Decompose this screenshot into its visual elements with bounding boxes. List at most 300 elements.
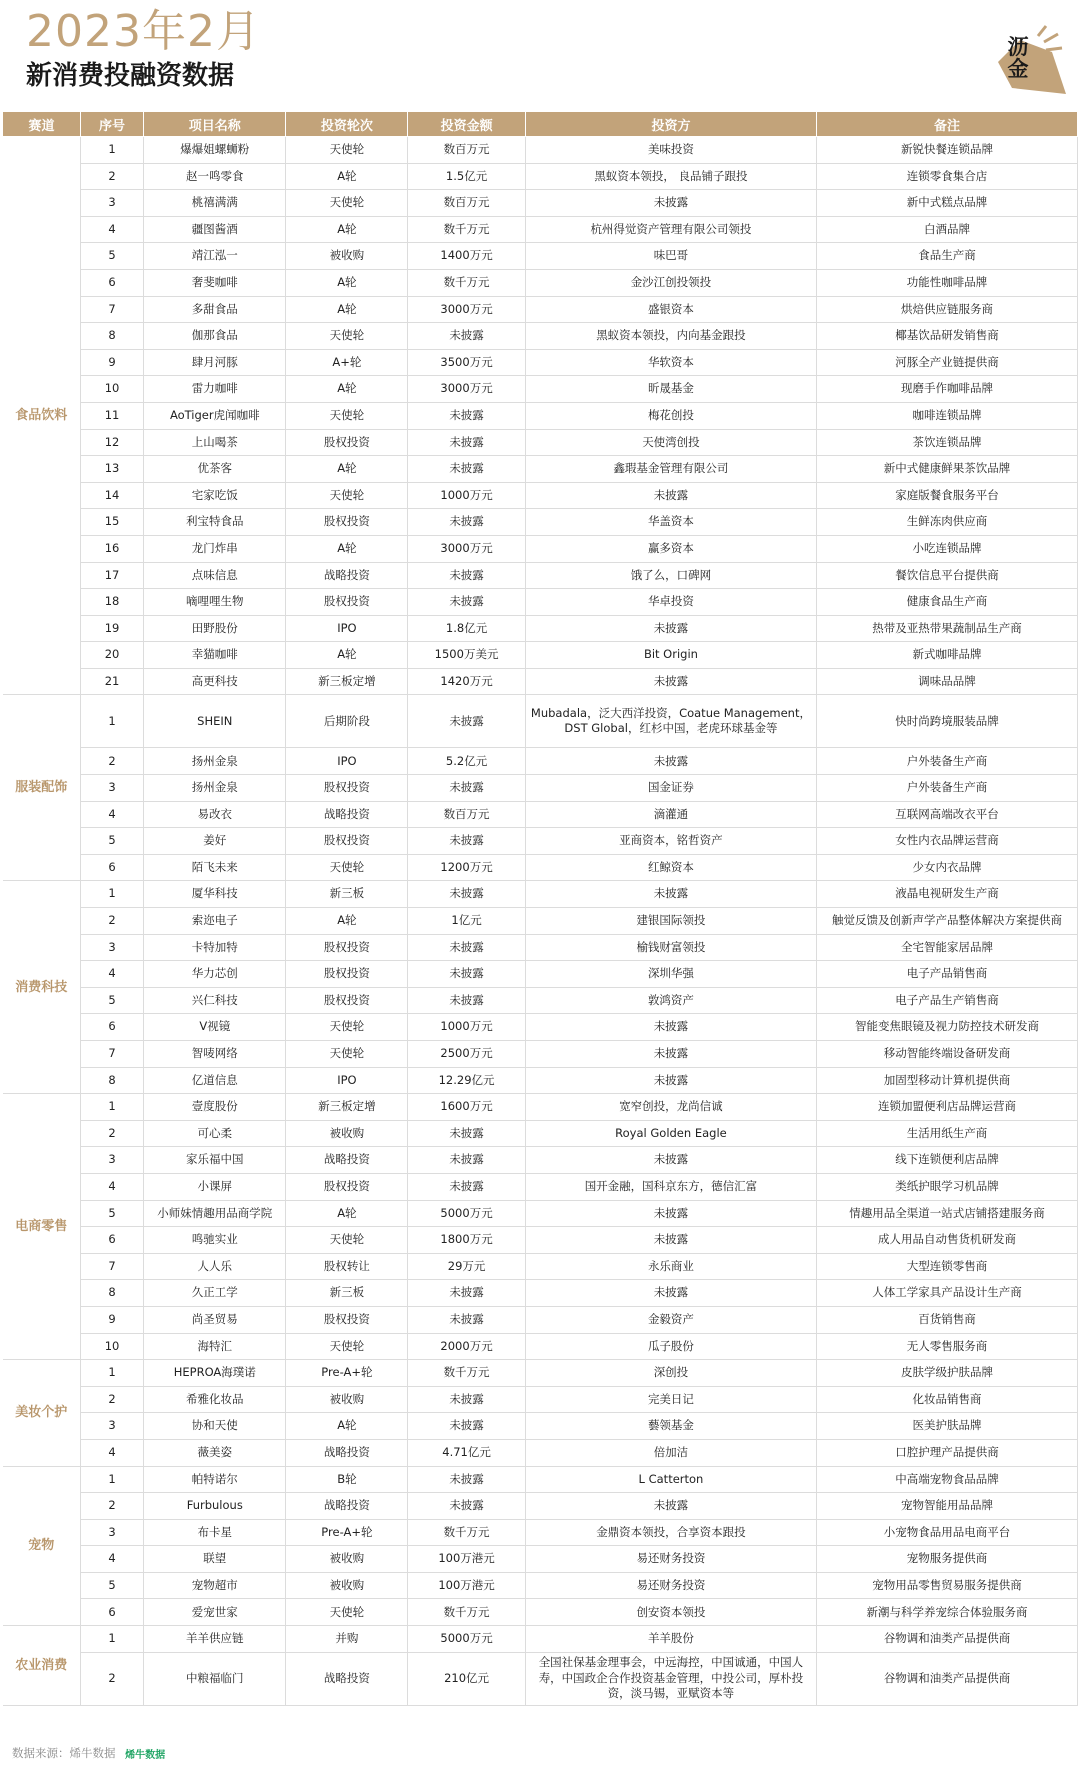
investment-round: 股权投资 [286,934,408,961]
investors: 倍加洁 [525,1439,816,1466]
project-name: 中粮福临门 [144,1652,286,1705]
investment-amount: 未披露 [408,323,525,350]
investors: 美味投资 [525,137,816,164]
project-note: 情趣用品全渠道一站式店铺搭建服务商 [817,1200,1078,1227]
project-name: 嘀哩哩生物 [144,589,286,616]
investors: 华软资本 [525,349,816,376]
table-row [3,987,1078,1014]
row-index: 18 [80,589,143,616]
project-name: Furbulous [144,1493,286,1520]
investors: 未披露 [525,1280,816,1307]
investment-amount: 未披露 [408,1306,525,1333]
project-name: V视镜 [144,1014,286,1041]
row-index: 5 [80,1200,143,1227]
project-note: 口腔护理产品提供商 [817,1439,1078,1466]
investment-amount: 未披露 [408,1413,525,1440]
investors: 盛银资本 [525,296,816,323]
investment-round: 股权转让 [286,1253,408,1280]
project-note: 电子产品生产销售商 [817,987,1078,1014]
investors: 未披露 [525,1147,816,1174]
project-note: 液晶电视研发生产商 [817,881,1078,908]
project-note: 家庭版餐食服务平台 [817,482,1078,509]
investment-amount: 1亿元 [408,908,525,935]
table-row [3,1493,1078,1520]
project-name: 鸣驰实业 [144,1227,286,1254]
project-name: 亿道信息 [144,1067,286,1094]
investment-round: 天使轮 [286,482,408,509]
table-row [3,1572,1078,1599]
table-row [3,1120,1078,1147]
investors: 未披露 [525,1227,816,1254]
project-name: 点味信息 [144,562,286,589]
investment-round: 股权投资 [286,775,408,802]
investors: 亚商资本，铭哲资产 [525,828,816,855]
investment-round: IPO [286,748,408,775]
table-row [3,1599,1078,1626]
investors: 天使湾创投 [525,429,816,456]
investment-amount: 未披露 [408,961,525,988]
project-name: 上山喝茶 [144,429,286,456]
row-index: 5 [80,828,143,855]
row-index: 2 [80,1652,143,1705]
project-note: 椰基饮品研发销售商 [817,323,1078,350]
investors: 深圳华强 [525,961,816,988]
table-row [3,163,1078,190]
investment-round: 天使轮 [286,323,408,350]
investors: 敦鸿资产 [525,987,816,1014]
row-index: 4 [80,961,143,988]
table-row [3,323,1078,350]
data-source-text: 数据来源：烯牛数据 [12,1746,116,1760]
column-header-project: 项目名称 [144,112,286,137]
investment-amount: 未披露 [408,934,525,961]
investors: 梅花创投 [525,402,816,429]
project-name: 兴仁科技 [144,987,286,1014]
project-note: 移动智能终端设备研发商 [817,1041,1078,1068]
row-index: 20 [80,642,143,669]
table-row [3,456,1078,483]
project-note: 户外装备生产商 [817,748,1078,775]
project-note: 新中式糕点品牌 [817,190,1078,217]
project-note: 少女内衣品牌 [817,854,1078,881]
project-name: 田野股份 [144,615,286,642]
row-index: 15 [80,509,143,536]
table-row [3,695,1078,748]
project-name: 宠物超市 [144,1572,286,1599]
row-index: 10 [80,1333,143,1360]
column-header-index: 序号 [80,112,143,137]
project-name: 厦华科技 [144,881,286,908]
investment-amount: 未披露 [408,1120,525,1147]
investment-round: B轮 [286,1466,408,1493]
table-row [3,1280,1078,1307]
investment-round: 新三板 [286,1280,408,1307]
project-note: 连锁加盟便利店品牌运营商 [817,1094,1078,1121]
investment-round: 战略投资 [286,1439,408,1466]
investment-round: 股权投资 [286,961,408,988]
investment-round: 被收购 [286,1546,408,1573]
project-note: 新式咖啡品牌 [817,642,1078,669]
table-row [3,1413,1078,1440]
project-note: 加固型移动计算机提供商 [817,1067,1078,1094]
project-name: 联望 [144,1546,286,1573]
table-row [3,190,1078,217]
investment-round: 股权投资 [286,828,408,855]
investors: 未披露 [525,668,816,695]
investors: 红鲸资本 [525,854,816,881]
investment-round: 新三板定增 [286,668,408,695]
table-row [3,1253,1078,1280]
investment-amount: 未披露 [408,695,525,748]
table-row [3,668,1078,695]
investment-amount: 未披露 [408,456,525,483]
table-row [3,1094,1078,1121]
investors: 华盖资本 [525,509,816,536]
project-note: 功能性咖啡品牌 [817,269,1078,296]
column-header-investors: 投资方 [525,112,816,137]
row-index: 11 [80,402,143,429]
investment-round: A轮 [286,163,408,190]
row-index: 10 [80,376,143,403]
row-index: 4 [80,216,143,243]
investment-round: 战略投资 [286,801,408,828]
table-row [3,589,1078,616]
investors: 金沙江创投领投 [525,269,816,296]
project-name: 久正工学 [144,1280,286,1307]
project-name: 龙门炸串 [144,535,286,562]
row-index: 4 [80,1439,143,1466]
investment-round: 天使轮 [286,1333,408,1360]
track-label: 服装配饰 [3,695,81,881]
investment-amount: 未披露 [408,1466,525,1493]
investment-round: 被收购 [286,243,408,270]
table-row [3,429,1078,456]
investors: 藝领基金 [525,1413,816,1440]
project-name: 智唛网络 [144,1041,286,1068]
investors: 未披露 [525,1200,816,1227]
investment-round: 并购 [286,1626,408,1653]
project-note: 户外装备生产商 [817,775,1078,802]
investors: 未披露 [525,615,816,642]
investment-amount: 1400万元 [408,243,525,270]
table-row [3,535,1078,562]
investment-amount: 2500万元 [408,1041,525,1068]
investment-round: A轮 [286,908,408,935]
table-row [3,1333,1078,1360]
table-row [3,1067,1078,1094]
project-name: 希雅化妆品 [144,1386,286,1413]
project-name: 爆爆姐螺蛳粉 [144,137,286,164]
investors: 金毅资产 [525,1306,816,1333]
investment-amount: 未披露 [408,881,525,908]
investment-amount: 3000万元 [408,376,525,403]
investment-round: A轮 [286,642,408,669]
investment-amount: 100万港元 [408,1546,525,1573]
project-note: 触觉反馈及创新声学产品整体解决方案提供商 [817,908,1078,935]
project-name: HEPROA海璞诺 [144,1360,286,1387]
table-row [3,509,1078,536]
project-name: SHEIN [144,695,286,748]
table-row [3,642,1078,669]
project-note: 谷物调和油类产品提供商 [817,1626,1078,1653]
project-note: 生鲜冻肉供应商 [817,509,1078,536]
investment-round: 天使轮 [286,402,408,429]
row-index: 4 [80,1546,143,1573]
track-label: 消费科技 [3,881,81,1094]
project-note: 新潮与科学养宠综合体验服务商 [817,1599,1078,1626]
row-index: 8 [80,323,143,350]
investment-round: IPO [286,615,408,642]
project-note: 全宅智能家居品牌 [817,934,1078,961]
row-index: 14 [80,482,143,509]
project-name: 扬州金泉 [144,748,286,775]
investment-amount: 100万港元 [408,1572,525,1599]
row-index: 6 [80,1227,143,1254]
row-index: 3 [80,775,143,802]
investment-amount: 1420万元 [408,668,525,695]
investors: 未披露 [525,881,816,908]
investment-amount: 未披露 [408,429,525,456]
table-row [3,562,1078,589]
investors: 未披露 [525,1493,816,1520]
investors: 味巴哥 [525,243,816,270]
investors: 未披露 [525,190,816,217]
table-row [3,296,1078,323]
data-source [12,1745,165,1761]
investors: 易还财务投资 [525,1572,816,1599]
investors: 未披露 [525,748,816,775]
project-note: 人体工学家具产品设计生产商 [817,1280,1078,1307]
investors: 易还财务投资 [525,1546,816,1573]
row-index: 6 [80,854,143,881]
project-note: 健康食品生产商 [817,589,1078,616]
table-row [3,376,1078,403]
investment-amount: 1.5亿元 [408,163,525,190]
project-note: 互联网高端改衣平台 [817,801,1078,828]
project-note: 谷物调和油类产品提供商 [817,1652,1078,1705]
project-note: 咖啡连锁品牌 [817,402,1078,429]
project-note: 智能变焦眼镜及视力防控技术研发商 [817,1014,1078,1041]
investment-amount: 3500万元 [408,349,525,376]
table-row [3,615,1078,642]
project-name: 陌飞未来 [144,854,286,881]
project-note: 热带及亚热带果蔬制品生产商 [817,615,1078,642]
investment-amount: 未披露 [408,402,525,429]
investors: 创安资本领投 [525,1599,816,1626]
table-row [3,1147,1078,1174]
row-index: 4 [80,801,143,828]
row-index: 2 [80,908,143,935]
project-note: 快时尚跨境服装品牌 [817,695,1078,748]
project-note: 生活用纸生产商 [817,1120,1078,1147]
row-index: 1 [80,1094,143,1121]
project-name: 帕特诺尔 [144,1466,286,1493]
row-index: 2 [80,1120,143,1147]
investment-amount: 1.8亿元 [408,615,525,642]
table-row [3,1227,1078,1254]
row-index: 2 [80,1386,143,1413]
row-index: 2 [80,163,143,190]
investment-round: A轮 [286,216,408,243]
table-row [3,1519,1078,1546]
table-row [3,908,1078,935]
row-index: 6 [80,1599,143,1626]
investment-amount: 未披露 [408,1147,525,1174]
project-name: 桃禧满满 [144,190,286,217]
investment-amount: 1500万美元 [408,642,525,669]
investment-amount: 5000万元 [408,1200,525,1227]
table-row [3,349,1078,376]
project-name: 索迩电子 [144,908,286,935]
project-name: 高更科技 [144,668,286,695]
investors: 黑蚁资本领投，内向基金跟投 [525,323,816,350]
project-note: 餐饮信息平台提供商 [817,562,1078,589]
investment-amount: 未披露 [408,1280,525,1307]
investment-amount: 2000万元 [408,1333,525,1360]
investment-amount: 未披露 [408,775,525,802]
investors: 全国社保基金理事会，中远海控，中国诚通，中国人寿，中国政企合作投资基金管理，中投公司，厚朴投资，淡马锡，亚赋资本等 [525,1652,816,1705]
track-label: 宠物 [3,1466,81,1626]
project-name: 小课屏 [144,1173,286,1200]
project-name: 疆图酱酒 [144,216,286,243]
project-note: 宠物智能用品品牌 [817,1493,1078,1520]
investors: 国开金融，国科京东方，德信汇富 [525,1173,816,1200]
investment-round: 战略投资 [286,1147,408,1174]
investment-amount: 1200万元 [408,854,525,881]
investors: 昕晟基金 [525,376,816,403]
table-row [3,1386,1078,1413]
row-index: 3 [80,1519,143,1546]
column-header-track: 赛道 [3,112,81,137]
table-row [3,1626,1078,1653]
table-row [3,402,1078,429]
report-month: 2023年2月 [26,6,261,57]
row-index: 1 [80,695,143,748]
investment-round: A轮 [286,269,408,296]
investment-amount: 未披露 [408,562,525,589]
table-row [3,1439,1078,1466]
investors: 深创投 [525,1360,816,1387]
investment-amount: 未披露 [408,1386,525,1413]
project-note: 宠物服务提供商 [817,1546,1078,1573]
investors: 建银国际领投 [525,908,816,935]
row-index: 9 [80,349,143,376]
row-index: 17 [80,562,143,589]
project-note: 茶饮连锁品牌 [817,429,1078,456]
column-header-round: 投资轮次 [286,112,408,137]
row-index: 1 [80,1466,143,1493]
row-index: 7 [80,296,143,323]
investment-round: 战略投资 [286,562,408,589]
investment-table [2,111,1078,1706]
investment-amount: 210亿元 [408,1652,525,1705]
investors: 完美日记 [525,1386,816,1413]
row-index: 21 [80,668,143,695]
table-row [3,1306,1078,1333]
row-index: 6 [80,269,143,296]
column-header-note: 备注 [817,112,1078,137]
table-row [3,482,1078,509]
investment-amount: 未披露 [408,987,525,1014]
table-row [3,243,1078,270]
table-row [3,216,1078,243]
table-body [3,137,1078,1706]
project-note: 类纸护眼学习机品牌 [817,1173,1078,1200]
table-row [3,748,1078,775]
project-name: 多甜食品 [144,296,286,323]
row-index: 5 [80,1572,143,1599]
table-row [3,1173,1078,1200]
project-name: 易改衣 [144,801,286,828]
table-row [3,775,1078,802]
row-index: 3 [80,1147,143,1174]
table-row [3,1200,1078,1227]
project-note: 线下连锁便利店品牌 [817,1147,1078,1174]
row-index: 7 [80,1041,143,1068]
table-row [3,881,1078,908]
investors: 未披露 [525,482,816,509]
row-index: 9 [80,1306,143,1333]
project-name: 奢斐咖啡 [144,269,286,296]
table-row [3,828,1078,855]
row-index: 8 [80,1280,143,1307]
investment-amount: 未披露 [408,828,525,855]
investment-amount: 数千万元 [408,1599,525,1626]
investment-round: 天使轮 [286,1227,408,1254]
investment-round: A轮 [286,456,408,483]
investment-amount: 数百万元 [408,190,525,217]
track-label: 农业消费 [3,1626,81,1706]
project-name: 海特汇 [144,1333,286,1360]
row-index: 5 [80,987,143,1014]
investment-round: A+轮 [286,349,408,376]
investors: 未披露 [525,1014,816,1041]
investment-amount: 数百万元 [408,137,525,164]
investors: Mubadala，泛大西洋投资，Coatue Management，DST Global，红杉中国，老虎环球基金等 [525,695,816,748]
project-name: AoTiger虎闻咖啡 [144,402,286,429]
project-name: 家乐福中国 [144,1147,286,1174]
project-note: 中高端宠物食品品牌 [817,1466,1078,1493]
project-name: 尚圣贸易 [144,1306,286,1333]
project-note: 无人零售服务商 [817,1333,1078,1360]
row-index: 13 [80,456,143,483]
project-note: 皮肤学级护肤品牌 [817,1360,1078,1387]
project-note: 食品生产商 [817,243,1078,270]
row-index: 3 [80,190,143,217]
project-name: 伽那食品 [144,323,286,350]
project-name: 肆月河豚 [144,349,286,376]
row-index: 19 [80,615,143,642]
project-note: 现磨手作咖啡品牌 [817,376,1078,403]
investment-round: 股权投资 [286,1173,408,1200]
project-name: 壹度股份 [144,1094,286,1121]
row-index: 4 [80,1173,143,1200]
investors: L Catterton [525,1466,816,1493]
table-row [3,1652,1078,1705]
project-name: 宅家吃饭 [144,482,286,509]
investment-amount: 数千万元 [408,269,525,296]
report-header [0,0,1080,110]
investment-round: 天使轮 [286,190,408,217]
investment-round: 新三板 [286,881,408,908]
investment-round: 天使轮 [286,1599,408,1626]
row-index: 1 [80,881,143,908]
investors: 赢多资本 [525,535,816,562]
project-name: 羊羊供应链 [144,1626,286,1653]
investors: 华卓投资 [525,589,816,616]
table-row [3,269,1078,296]
table-row [3,1546,1078,1573]
